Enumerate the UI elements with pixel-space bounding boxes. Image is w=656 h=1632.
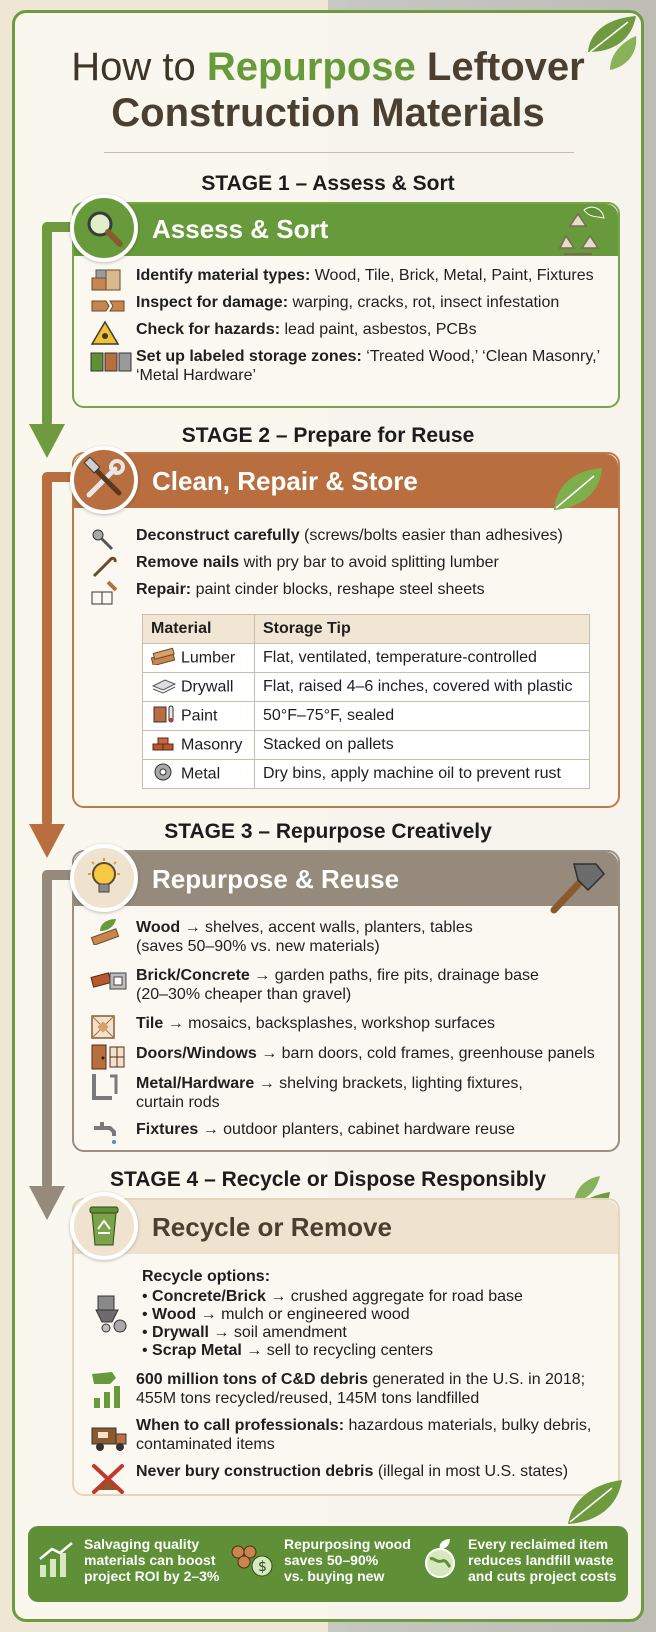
stage3-item-5 [90, 1074, 610, 1112]
truck-icon [90, 1416, 136, 1456]
footer-2-line3: vs. buying new [284, 1568, 385, 1584]
footer-3-line3: and cuts project costs [468, 1568, 617, 1584]
recycle-option-1-text: → crushed aggregate for road base [265, 1288, 523, 1305]
stage2-item-2 [90, 553, 610, 579]
bricks-icon [151, 734, 181, 757]
stage2-item-3-bold: Repair: [136, 581, 192, 598]
storage-table-header-row [143, 615, 590, 644]
recycle-option-3-text: → soil amendment [208, 1324, 347, 1341]
stage1-item-4 [90, 347, 610, 385]
hammer-icon [544, 856, 610, 914]
stage4-card-header [74, 1200, 618, 1254]
stage1-card-title: Assess & Sort [152, 214, 329, 244]
footer-3-line1: Every reclaimed item [468, 1536, 609, 1552]
stage2-item-1-text: (screws/bolts easier than adhesives) [299, 527, 563, 544]
stage3-item-5-line2: curtain rods [136, 1094, 220, 1111]
footer-3-line2: reduces landfill waste [468, 1552, 614, 1568]
stage2-item-2-text: with pry bar to avoid splitting lumber [239, 554, 499, 571]
table-cell-material: Lumber [181, 649, 236, 666]
storage-table-header-tip: Storage Tip [255, 615, 590, 644]
footer-cell-2 [230, 1536, 411, 1584]
footer-cell-1 [38, 1536, 219, 1584]
recycle-option-4: • Scrap Metal → sell to recycling centers [142, 1342, 434, 1359]
no-burying-icon [90, 1462, 136, 1496]
stage3-item-2 [90, 966, 610, 1004]
stage4-stat-text: generated in the U.S. in 2018; [368, 1371, 586, 1388]
table-row [143, 731, 590, 760]
page-title [40, 44, 616, 136]
stage3-flow-line [42, 874, 52, 1188]
paint-can-icon [151, 704, 181, 729]
stage2-badge [70, 446, 138, 514]
table-cell-material: Metal [181, 765, 221, 782]
stage2-item-3 [90, 580, 610, 606]
storage-table-header-material: Material [143, 615, 255, 644]
footer-banner [28, 1526, 628, 1602]
stage2-arrowhead [29, 824, 65, 858]
screw-icon [90, 526, 136, 552]
stage2-heading: STAGE 2 – Prepare for Reuse [181, 424, 475, 447]
stage1-item-3-text: lead paint, asbestos, PCBs [280, 321, 477, 338]
stage3-card-header [74, 852, 618, 906]
table-cell-tip: Stacked on pallets [255, 731, 590, 760]
metal-coil-icon [151, 762, 181, 787]
stage3-item-4-bold: Doors/Windows [136, 1045, 257, 1062]
stage1-item-3 [90, 320, 610, 346]
recycle-options-title: Recycle options: [142, 1268, 271, 1285]
stage2-item-1-bold: Deconstruct carefully [136, 527, 300, 544]
stage4-badge [70, 1192, 138, 1260]
bracket-icon [90, 1074, 136, 1100]
recycle-option-4-bold: Scrap Metal [152, 1342, 242, 1359]
title-divider [104, 152, 574, 153]
stage4-heading: STAGE 4 – Recycle or Dispose Responsibly [109, 1168, 547, 1191]
stage2-card [72, 452, 620, 808]
growth-chart-icon [38, 1541, 76, 1579]
stage1-card-header [74, 204, 618, 256]
lightbulb-icon [82, 856, 126, 900]
stage3-card-title: Repurpose & Reuse [152, 864, 400, 894]
recycle-bin-icon [82, 1203, 126, 1249]
footer-1-line3: project ROI by 2–3% [84, 1568, 220, 1584]
stage4-professionals [90, 1416, 610, 1456]
table-row [143, 760, 590, 789]
lumber-icon [151, 647, 181, 670]
stage3-item-3 [90, 1014, 610, 1040]
stage4-stat [90, 1370, 610, 1410]
stage4-card-title: Recycle or Remove [152, 1212, 392, 1242]
stage3-item-1 [90, 918, 610, 956]
crusher-icon [92, 1292, 132, 1334]
drywall-icon [151, 676, 181, 699]
footer-cell-3 [420, 1536, 617, 1584]
stage3-arrowhead [29, 1186, 65, 1220]
stage3-item-1-text: → shelves, accent walls, planters, tables [180, 919, 473, 936]
stage1-item-1-bold: Identify material types: [136, 267, 311, 284]
us-bar-chart-icon [90, 1370, 136, 1410]
stage3-item-1-line2: (saves 50–90% vs. new materials) [136, 938, 380, 955]
storage-bins-icon [90, 347, 136, 373]
stage3-badge [70, 844, 138, 912]
pry-bar-icon [90, 553, 136, 579]
stage3-item-3-bold: Tile [136, 1015, 164, 1032]
stage3-item-2-bold: Brick/Concrete [136, 967, 250, 984]
table-cell-tip: Dry bins, apply machine oil to prevent rust [255, 760, 590, 789]
stage2-flow-line [42, 476, 52, 826]
door-window-icon [90, 1044, 136, 1070]
stage3-item-6-bold: Fixtures [136, 1121, 199, 1138]
tile-icon [90, 1014, 136, 1040]
stage4-pro-text: hazardous materials, bulky debris, [344, 1417, 592, 1434]
wrench-hammer-icon [81, 457, 127, 503]
magnifier-icon [82, 206, 126, 250]
stage4-stat-bold: 600 million tons of C&D debris [136, 1371, 369, 1388]
footer-1-line1: Salvaging quality [84, 1536, 200, 1552]
stage3-item-2-text: → garden paths, fire pits, drainage base [249, 967, 539, 984]
stage3-item-4-text: → barn doors, cold frames, greenhouse panels [256, 1045, 595, 1062]
stage1-flow-line [42, 226, 52, 426]
leaf-bottom-icon [562, 1470, 626, 1526]
stage2-card-title: Clean, Repair & Store [152, 466, 418, 496]
stage2-item-2-bold: Remove nails [136, 554, 240, 571]
footer-1-line2: materials can boost [84, 1552, 216, 1568]
paint-brush-block-icon [90, 580, 136, 606]
table-cell-material: Masonry [181, 736, 243, 753]
leaf-icon [550, 464, 604, 514]
stage4-never-bury [90, 1462, 610, 1496]
stage1-item-2-bold: Inspect for damage: [136, 294, 289, 311]
faucet-icon [90, 1120, 136, 1146]
table-cell-tip: 50°F–75°F, sealed [255, 702, 590, 731]
recycle-option-3-bold: Drywall [152, 1324, 209, 1341]
title-part3: Leftover [415, 45, 585, 89]
stage4-stat-line2: 455M tons recycled/reused, 145M tons landfilled [136, 1390, 480, 1407]
stage1-item-2-text: warping, cracks, rot, insect infestation [288, 294, 560, 311]
table-cell-material: Drywall [181, 678, 234, 695]
stage1-item-3-bold: Check for hazards: [136, 321, 281, 338]
stage4-pro-bold: When to call professionals: [136, 1417, 345, 1434]
stage4-card [72, 1198, 620, 1496]
stage3-item-6 [90, 1120, 610, 1146]
stage1-item-1 [90, 266, 610, 292]
broken-plank-icon [90, 293, 136, 319]
stage1-item-2 [90, 293, 610, 319]
recycle-option-1: • Concrete/Brick → crushed aggregate for road base [142, 1288, 523, 1305]
stage4-never-bold: Never bury construction debris [136, 1463, 374, 1480]
stage1-badge [70, 194, 138, 262]
recycle-option-4-text: → sell to recycling centers [241, 1342, 434, 1359]
stage3-item-5-bold: Metal/Hardware [136, 1075, 255, 1092]
svg-text:$: $ [258, 1559, 267, 1575]
table-row [143, 673, 590, 702]
table-cell-tip: Flat, ventilated, temperature-controlled [255, 644, 590, 673]
stage3-heading: STAGE 3 – Repurpose Creatively [164, 820, 492, 843]
title-line2: Construction Materials [111, 91, 545, 135]
stage1-arrowhead [29, 424, 65, 458]
footer-2-line2: saves 50–90% [284, 1552, 379, 1568]
stage1-card [72, 202, 620, 408]
recycle-option-2-bold: Wood [152, 1306, 197, 1323]
stage1-item-4-text: ‘Treated Wood,’ ‘Clean Masonry,’ ‘Metal Hardware’ [136, 348, 600, 384]
brick-block-icon [90, 966, 136, 992]
stage2-item-1 [90, 526, 610, 552]
logs-dollar-icon [230, 1540, 276, 1580]
globe-leaf-icon [420, 1539, 460, 1581]
recycle-option-2-text: → mulch or engineered wood [196, 1306, 410, 1323]
table-row [143, 644, 590, 673]
title-part1: How to [71, 45, 207, 89]
table-cell-material: Paint [181, 707, 218, 724]
stage3-item-1-bold: Wood [136, 919, 181, 936]
stage3-card [72, 850, 620, 1152]
stage3-item-6-text: → outdoor planters, cabinet hardware reuse [198, 1121, 515, 1138]
stage1-item-4-bold: Set up labeled storage zones: [136, 348, 362, 365]
stage3-item-3-text: → mosaics, backsplashes, workshop surfaces [163, 1015, 495, 1032]
stage4-pro-line2: contaminated items [136, 1436, 275, 1453]
stage3-item-4 [90, 1044, 610, 1070]
recycle-option-1-bold: Concrete/Brick [152, 1288, 266, 1305]
table-row [143, 702, 590, 731]
table-cell-tip: Flat, raised 4–6 inches, covered with plastic [255, 673, 590, 702]
stage4-never-text: (illegal in most U.S. states) [373, 1463, 569, 1480]
stage3-item-5-text: → shelving brackets, lighting fixtures, [254, 1075, 523, 1092]
recycle-option-3: • Drywall → soil amendment [142, 1324, 347, 1341]
materials-stack-icon [90, 266, 136, 292]
recycle-option-2: • Wood → mulch or engineered wood [142, 1306, 410, 1323]
stage1-item-1-text: Wood, Tile, Brick, Metal, Paint, Fixtures [310, 267, 594, 284]
hazard-icon [90, 320, 136, 346]
title-part2: Repurpose [206, 45, 416, 89]
storage-table [142, 614, 590, 789]
wood-leaf-icon [90, 918, 136, 944]
stage1-heading: STAGE 1 – Assess & Sort [201, 172, 455, 195]
stage2-card-header [74, 454, 618, 508]
footer-2-line1: Repurposing wood [284, 1536, 411, 1552]
recycle-icon [548, 204, 608, 268]
stage2-item-3-text: paint cinder blocks, reshape steel sheets [191, 581, 485, 598]
stage3-item-2-line2: (20–30% cheaper than gravel) [136, 986, 352, 1003]
